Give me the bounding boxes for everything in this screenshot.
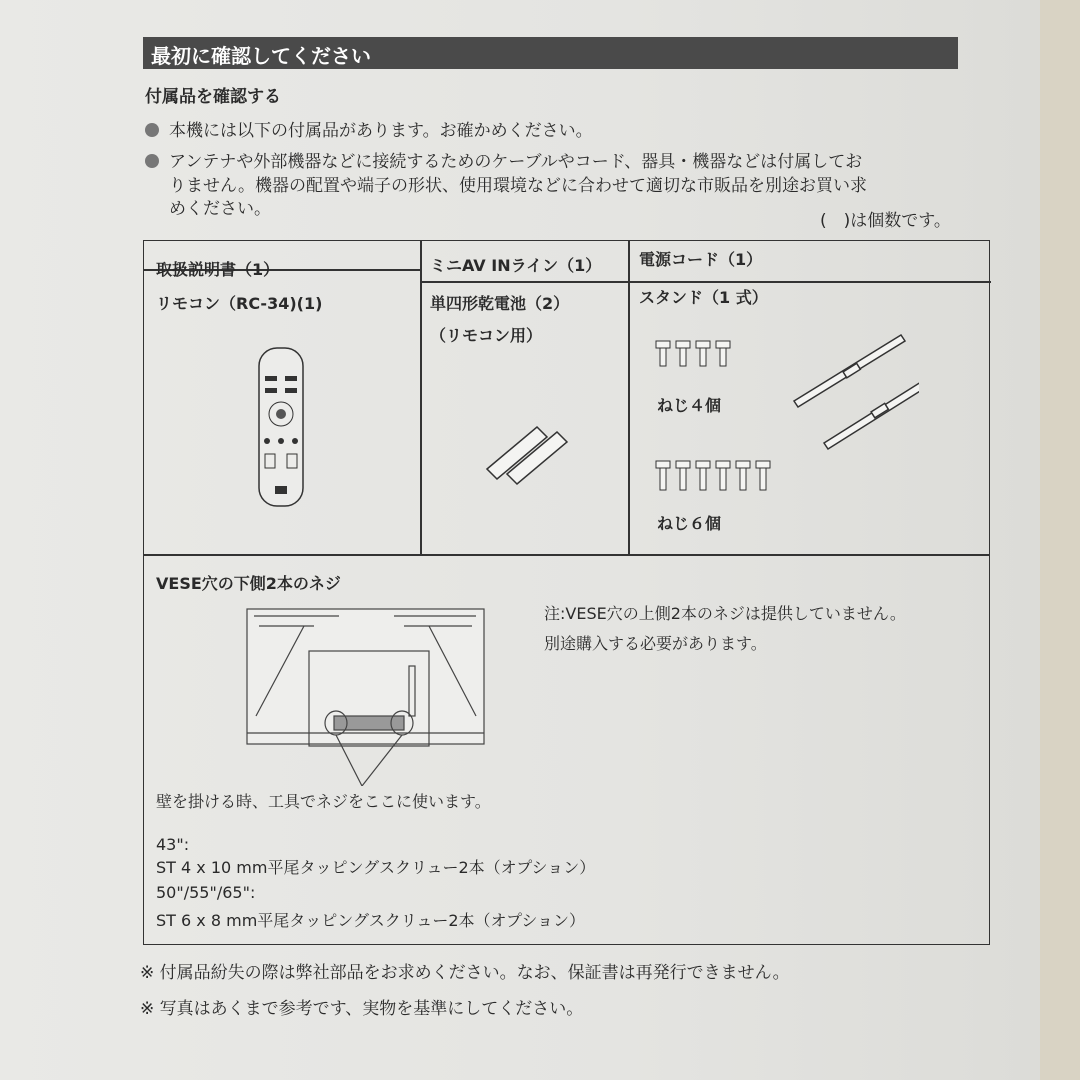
vesa-note-line2: 別途購入する必要があります。 (544, 634, 767, 653)
footnote-2: ※ 写真はあくまで参考です、実物を基準にしてください。 (140, 999, 584, 1019)
bullet-2-line3: めください。 (169, 199, 271, 219)
manual-label: 取扱説明書（1） (156, 260, 280, 279)
bullet-icon (145, 154, 159, 168)
vesa-note-line1: 注:VESE穴の上側2本のネジは提供していません。 (544, 604, 906, 623)
remote-icon (257, 346, 307, 511)
count-note: ( )は個数です。 (820, 211, 951, 231)
vesa-title: VESE穴の下側2本のネジ (156, 574, 341, 593)
spec-50-65: ST 6 x 8 mm平尾タッピングスクリュー2本（オプション） (156, 911, 586, 930)
screw-6-label: ねじ６個 (657, 514, 722, 533)
size-43: 43": (156, 835, 190, 854)
bullet-icon (145, 123, 159, 137)
page-edge (1040, 0, 1080, 1080)
bullet-2-line2: りません。機器の配置や端子の形状、使用環境などに合わせて適切な市販品を別途お買い求 (169, 176, 868, 196)
power-cord-label: 電源コード（1） (639, 250, 763, 269)
bullet-2 (145, 147, 862, 172)
bullet-text: 本機には以下の付属品があります。お確かめください。 (169, 121, 593, 141)
footnote-1: ※ 付属品紛失の際は弊社部品をお求めください。なお、保証書は再発行できません。 (140, 963, 790, 983)
subsection-title: 付属品を確認する (145, 87, 281, 107)
battery-icon (482, 419, 572, 489)
bullet-1 (145, 116, 593, 141)
spec-43: ST 4 x 10 mm平尾タッピングスクリュー2本（オプション） (156, 858, 596, 877)
tv-back-diagram (244, 606, 489, 786)
battery-sub-label: （リモコン用） (430, 326, 543, 345)
size-50-65: 50"/55"/65": (156, 883, 256, 902)
battery-label: 単四形乾電池（2） (430, 294, 570, 313)
screw-4-label: ねじ４個 (657, 396, 722, 415)
screw-4-icon (654, 339, 744, 369)
bullet-text: アンテナや外部機器などに接続するためのケーブルやコード、器具・機器などは付属してお (169, 152, 863, 172)
stand-label: スタンド（1 式） (639, 288, 768, 307)
av-cable-label: ミニAV INライン（1） (430, 256, 602, 275)
screw-6-icon (654, 459, 784, 493)
section-banner (143, 37, 958, 69)
vesa-usage: 壁を掛ける時、工具でネジをここに使います。 (156, 792, 491, 811)
remote-label: リモコン（RC-34)(1) (156, 294, 323, 313)
stand-icon (789, 331, 919, 456)
section-title: 最初に確認してください (151, 44, 371, 68)
accessories-table (143, 240, 990, 945)
